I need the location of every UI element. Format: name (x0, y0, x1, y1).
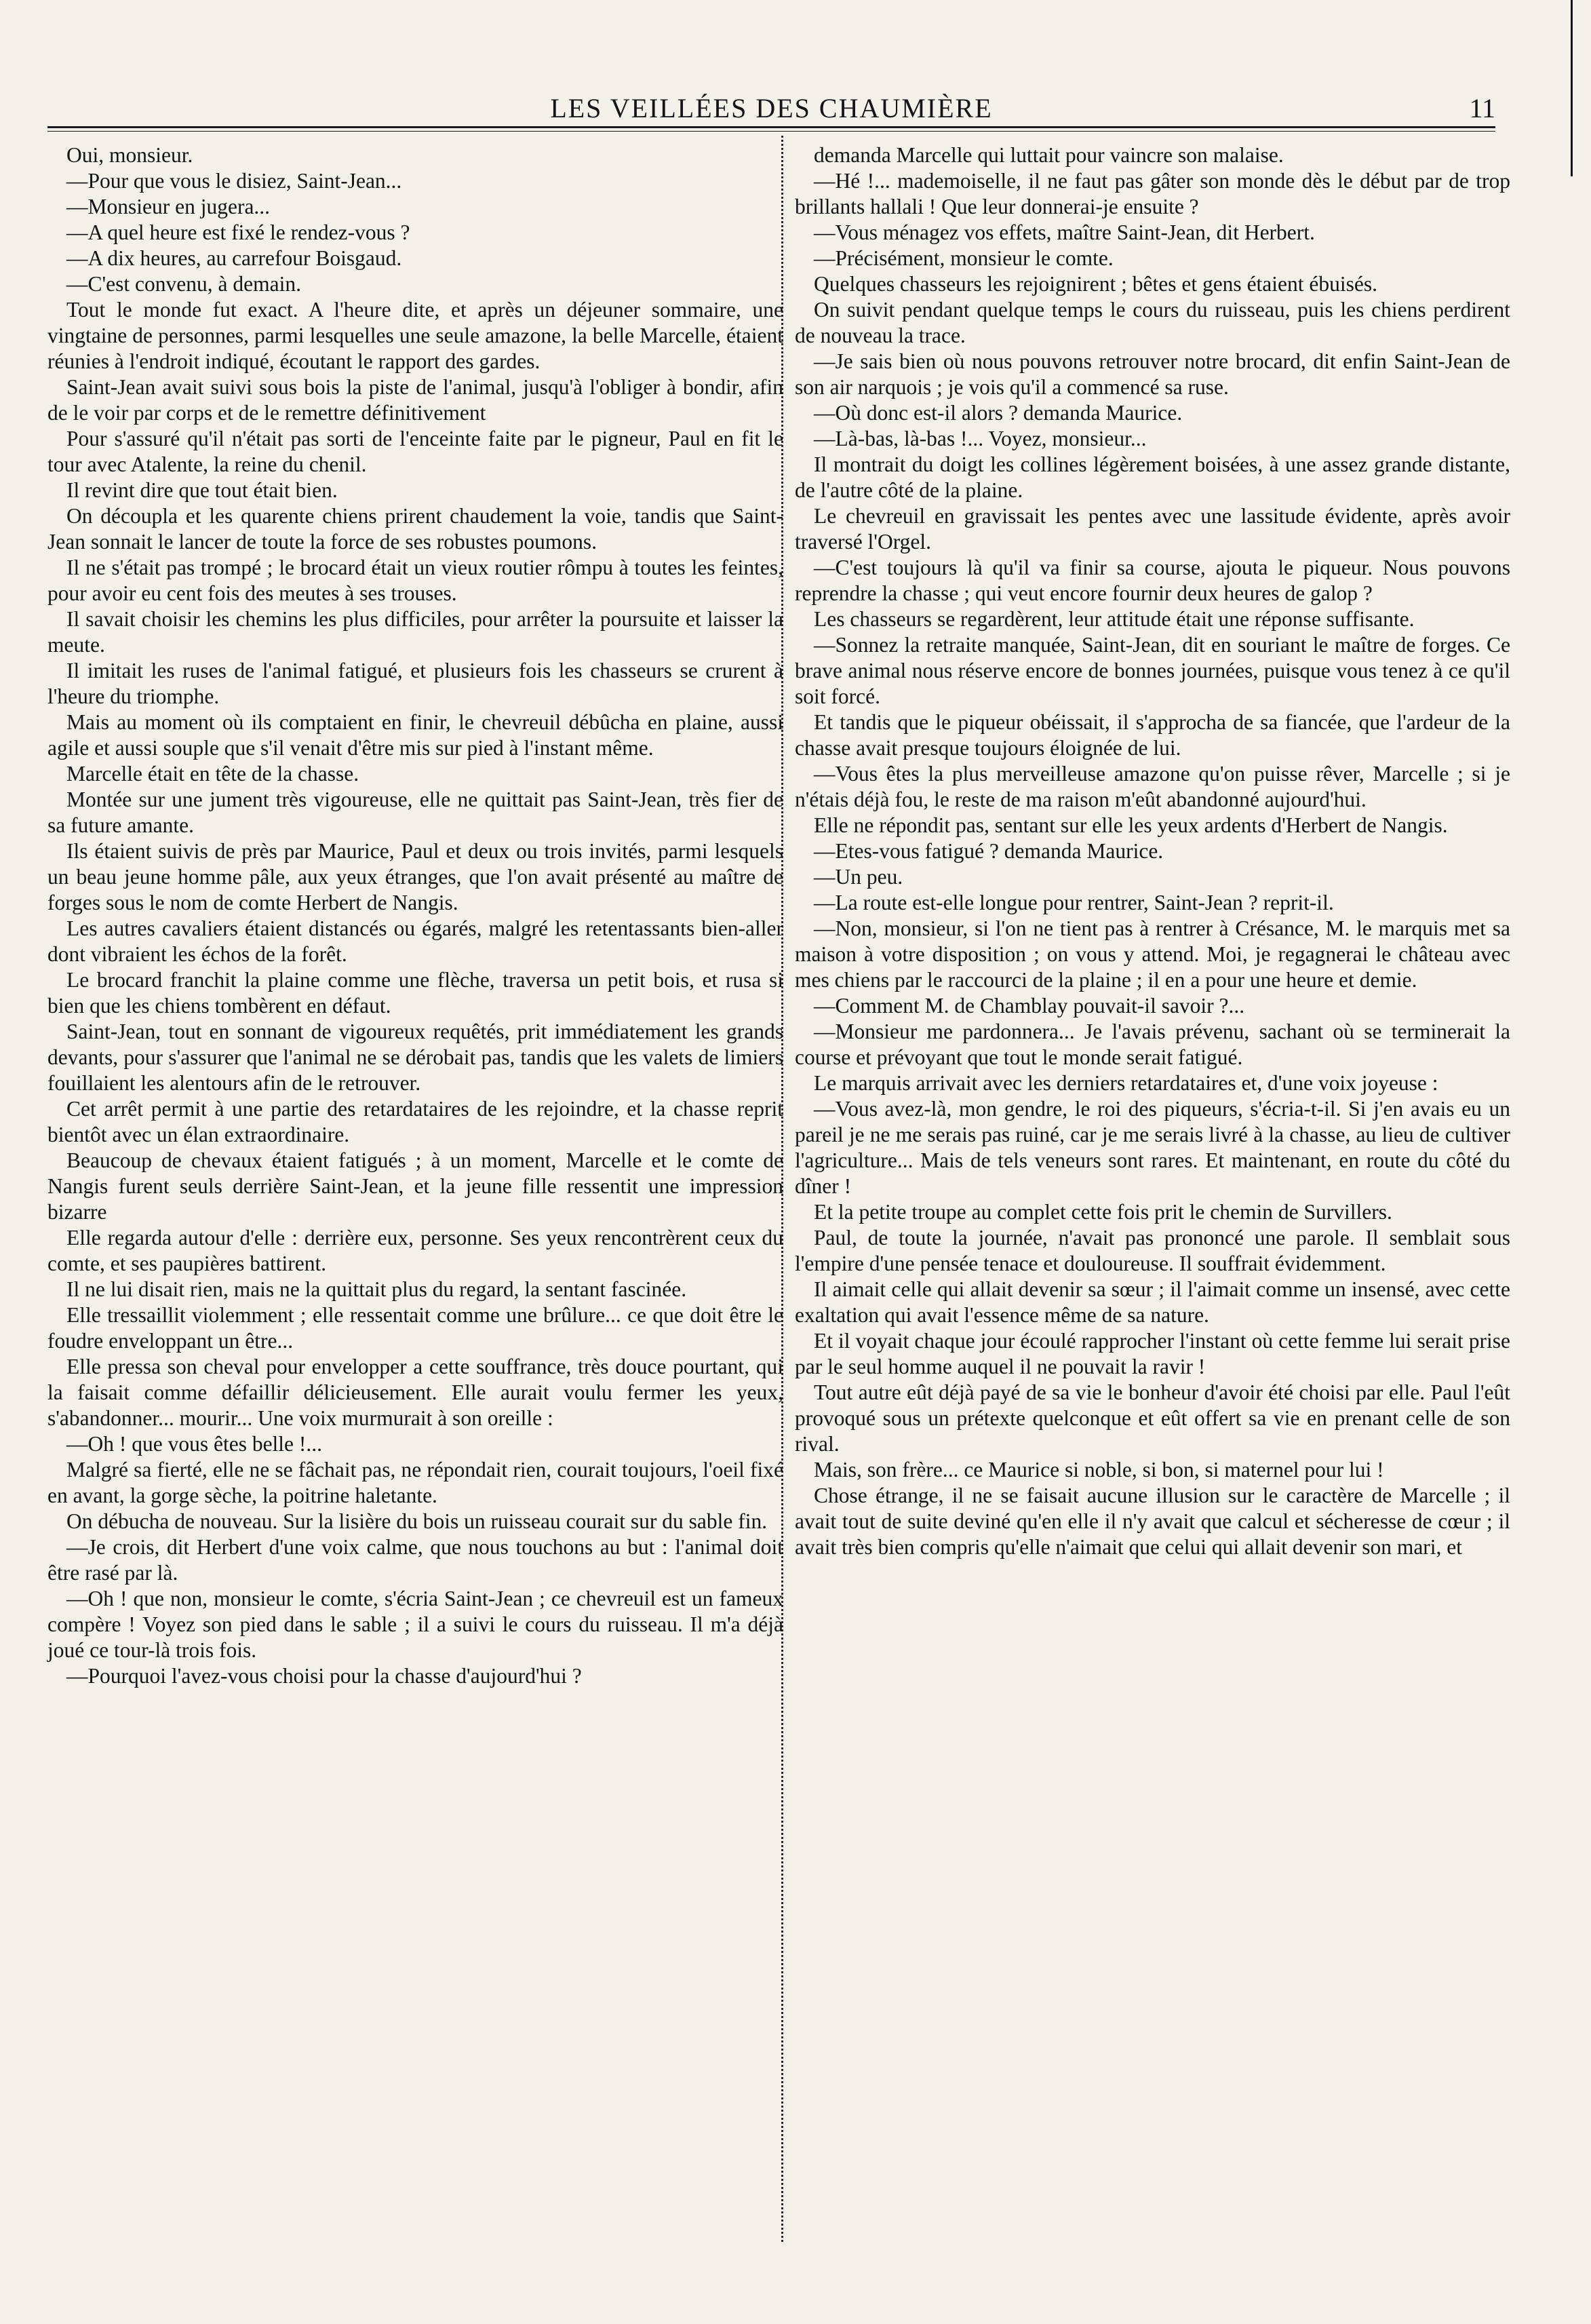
paragraph: —Précisément, monsieur le comte. (814, 246, 1114, 270)
paragraph: Et il voyait chaque jour écoulé rapprocher l'instant où cette femme lui serait prise par le seul homme auquel il ne pouvait la ravir ! (795, 1329, 1510, 1378)
paragraph: —Monsieur me pardonnera... Je l'avais prévenu, sachant où se terminerait la course et prévoyant que tout le monde serait fatigué. (795, 1020, 1510, 1069)
paragraph: Il ne lui disait rien, mais ne la quittait plus du regard, la sentant fascinée. (66, 1277, 687, 1301)
paragraph: Quelques chasseurs les rejoignirent ; bêtes et gens étaient ébuisés. (814, 272, 1377, 296)
paragraph: Saint-Jean, tout en sonnant de vigoureux requêtés, prit immédiatement les grands devants, pour s'assurer que l'animal ne se dérobait pas, tandis que les valets de limiers fouillaient les alentours afin de le retrouver. (47, 1020, 783, 1095)
paragraph: demanda Marcelle qui luttait pour vaincre son malaise. (814, 143, 1284, 167)
paragraph: Malgré sa fierté, elle ne se fâchait pas, ne répondait rien, courait toujours, l'oeil fixé en avant, la gorge sèche, la poitrine haletante. (47, 1458, 783, 1507)
paragraph: Elle tressaillit violemment ; elle ressentait comme une brûlure... ce que doit être le foudre enveloppant un être... (47, 1303, 783, 1353)
paragraph: On suivit pendant quelque temps le cours du ruisseau, puis les chiens perdirent de nouveau la trace. (795, 298, 1510, 347)
paragraph: Et tandis que le piqueur obéissait, il s'approcha de sa fiancée, que l'ardeur de la chasse avait presque toujours éloignée de lui. (795, 710, 1510, 760)
paragraph: Le marquis arrivait avec les derniers retardataires et, d'une voix joyeuse : (814, 1071, 1438, 1095)
paragraph: Le chevreuil en gravissait les pentes avec une lassitude évidente, après avoir traversé l'Orgel. (795, 504, 1510, 554)
paragraph: Il montrait du doigt les collines légèrement boisées, à une assez grande distante, de l'autre côté de la plaine. (795, 452, 1510, 502)
paragraph: —Oh ! que non, monsieur le comte, s'écria Saint-Jean ; ce chevreuil est un fameux compère ! Voyez son pied dans le sable ; il a suivi le cours du ruisseau. Il m'a déjà joué ce tour-là trois fois. (47, 1587, 783, 1662)
paragraph: Chose étrange, il ne se faisait aucune illusion sur le caractère de Marcelle ; il avait tout de suite deviné qu'en elle il n'y avait que calcul et sécheresse de cœur ; il avait très bien compris qu'elle n'aimait que celui qui allait devenir son mari, et (795, 1484, 1510, 1559)
paragraph: Il revint dire que tout était bien. (66, 478, 338, 502)
paragraph: —La route est-elle longue pour rentrer, Saint-Jean ? reprit-il. (814, 891, 1334, 914)
paragraph: Cet arrêt permit à une partie des retardataires de les rejoindre, et la chasse reprit bientôt avec un élan extraordinaire. (47, 1097, 783, 1146)
paragraph: —Vous avez-là, mon gendre, le roi des piqueurs, s'écria-t-il. Si j'en avais eu un pareil je ne me serais pas ruiné, car je me serais livré à la chasse, au lieu de cultiver l'agriculture... Mais de tels veneurs sont rares. Et maintenant, en route du côté du dîner ! (795, 1097, 1510, 1198)
paragraph: —A dix heures, au carrefour Boisgaud. (66, 246, 402, 270)
right-column (795, 142, 1510, 1560)
paragraph: Il imitait les ruses de l'animal fatigué, et plusieurs fois les chasseurs se crurent à l'heure du triomphe. (47, 659, 783, 708)
paragraph: —Où donc est-il alors ? demanda Maurice. (814, 401, 1183, 425)
paragraph: —Monsieur en jugera... (66, 195, 271, 218)
header-rule (47, 126, 1495, 128)
header-rule-thin (47, 131, 1495, 132)
paragraph: —Pour que vous le disiez, Saint-Jean... (66, 169, 402, 193)
paragraph: Montée sur une jument très vigoureuse, elle ne quittait pas Saint-Jean, très fier de sa future amante. (47, 788, 783, 837)
page-number: 11 (1469, 93, 1495, 123)
paragraph: Oui, monsieur. (66, 143, 193, 167)
paragraph: Mais, son frère... ce Maurice si noble, si bon, si maternel pour lui ! (814, 1458, 1384, 1481)
paragraph: Les autres cavaliers étaient distancés ou égarés, malgré les retentassants bien-aller dont vibraient les échos de la forêt. (47, 916, 783, 966)
paragraph: Tout autre eût déjà payé de sa vie le bonheur d'avoir été choisi par elle. Paul l'eût provoqué sous un prétexte quelconque et eût offert sa vie en prenant celle de son rival. (795, 1380, 1510, 1456)
paragraph: Marcelle était en tête de la chasse. (66, 762, 359, 786)
page-header (47, 88, 1495, 136)
paragraph: —Oh ! que vous êtes belle !... (66, 1432, 323, 1456)
paragraph: —Vous ménagez vos effets, maître Saint-Jean, dit Herbert. (814, 220, 1315, 244)
paragraph: —Hé !... mademoiselle, il ne faut pas gâter son monde dès le début par de trop brillants hallali ! Que leur donnerai-je ensuite ? (795, 169, 1510, 218)
paragraph: Les chasseurs se regardèrent, leur attitude était une réponse suffisante. (814, 607, 1415, 631)
paragraph: —C'est toujours là qu'il va finir sa course, ajouta le piqueur. Nous pouvons reprendre la chasse ; qui veut encore fournir deux heures de galop ? (795, 556, 1510, 605)
paragraph: Il savait choisir les chemins les plus difficiles, pour arrêter la poursuite et laisser la meute. (47, 607, 783, 657)
page-edge-mark (1571, 0, 1573, 176)
left-column (47, 142, 783, 1689)
paragraph: Il aimait celle qui allait devenir sa sœur ; il l'aimait comme un insensé, avec cette exaltation qui avait l'essence même de sa nature. (795, 1277, 1510, 1327)
paragraph: Ils étaient suivis de près par Maurice, Paul et deux ou trois invités, parmi lesquels un beau jeune homme pâle, aux yeux étranges, que l'on avait présenté au maître de forges sous le nom de comte Herbert de Nangis. (47, 839, 783, 914)
paragraph: Il ne s'était pas trompé ; le brocard était un vieux routier rômpu à toutes les feintes, pour avoir eu cent fois des meutes à ses trouses. (47, 556, 783, 605)
paragraph: —Non, monsieur, si l'on ne tient pas à rentrer à Crésance, M. le marquis met sa maison à votre disposition ; on vous y attend. Moi, je regagnerai le château avec mes chiens par le raccourci de la plaine ; il en a pour une heure et demie. (795, 916, 1510, 992)
paragraph: Beaucoup de chevaux étaient fatigués ; à un moment, Marcelle et le comte de Nangis furent seuls derrière Saint-Jean, et la jeune fille ressentit une impression bizarre (47, 1148, 783, 1224)
paragraph: Elle regarda autour d'elle : derrière eux, personne. Ses yeux rencontrèrent ceux du comte, et ses paupières battirent. (47, 1226, 783, 1275)
paragraph: —Etes-vous fatigué ? demanda Maurice. (814, 839, 1164, 863)
paragraph: Pour s'assuré qu'il n'était pas sorti de l'enceinte faite par le pigneur, Paul en fit le tour avec Atalente, la reine du chenil. (47, 427, 783, 476)
paragraph: —Comment M. de Chamblay pouvait-il savoir ?... (814, 994, 1245, 1018)
paragraph: —Je sais bien où nous pouvons retrouver notre brocard, dit enfin Saint-Jean de son air narquois ; je vois qu'il a commencé sa ruse. (795, 349, 1510, 399)
paragraph: Saint-Jean avait suivi sous bois la piste de l'animal, jusqu'à l'obliger à bondir, afin de le voir par corps et de le remettre définitivement (47, 375, 783, 425)
paragraph: —Je crois, dit Herbert d'une voix calme, que nous touchons au but : l'animal doit être rasé par là. (47, 1535, 783, 1585)
paragraph: Elle ne répondit pas, sentant sur elle les yeux ardents d'Herbert de Nangis. (814, 813, 1448, 837)
paragraph: —Sonnez la retraite manquée, Saint-Jean, dit en souriant le maître de forges. Ce brave animal nous réserve encore de bonnes journées, puisque vous tenez à ce qu'il soit forcé. (795, 633, 1510, 708)
paragraph: Le brocard franchit la plaine comme une flèche, traversa un petit bois, et rusa si bien que les chiens tombèrent en défaut. (47, 968, 783, 1018)
paragraph: —Là-bas, là-bas !... Voyez, monsieur... (814, 427, 1147, 450)
paragraph: Paul, de toute la journée, n'avait pas prononcé une parole. Il semblait sous l'empire d'une pensée tenace et douloureuse. Il souffrait évidemment. (795, 1226, 1510, 1275)
paragraph: Elle pressa son cheval pour envelopper a cette souffrance, très douce pourtant, qui la faisait comme défaillir délicieusement. Elle aurait voulu fermer les yeux, s'abandonner... mourir... Une voix murmurait à son oreille : (47, 1355, 783, 1430)
paragraph: Mais au moment où ils comptaient en finir, le chevreuil débûcha en plaine, aussi agile et aussi souple que s'il venait d'être mis sur pied à l'instant même. (47, 710, 783, 760)
paragraph: —C'est convenu, à demain. (66, 272, 301, 296)
page-title: LES VEILLÉES DES CHAUMIÈRE (550, 93, 993, 123)
paragraph: On découpla et les quarente chiens prirent chaudement la voie, tandis que Saint-Jean sonnait le lancer de toute la force de ses robustes poumons. (47, 504, 783, 554)
paragraph: On débucha de nouveau. Sur la lisière du bois un ruisseau courait sur du sable fin. (66, 1509, 768, 1533)
paragraph: —A quel heure est fixé le rendez-vous ? (66, 220, 410, 244)
paragraph: —Un peu. (814, 865, 903, 889)
paragraph: —Vous êtes la plus merveilleuse amazone qu'on puisse rêver, Marcelle ; si je n'étais déjà fou, le reste de ma raison m'eût abandonné aujourd'hui. (795, 762, 1510, 811)
paragraph: —Pourquoi l'avez-vous choisi pour la chasse d'aujourd'hui ? (66, 1664, 582, 1688)
paragraph: Et la petite troupe au complet cette fois prit le chemin de Survillers. (814, 1200, 1392, 1224)
paragraph: Tout le monde fut exact. A l'heure dite, et après un déjeuner sommaire, une vingtaine de personnes, parmi lesquelles une seule amazone, la belle Marcelle, étaient réunies à l'endroit indiqué, écoutant le rapport des gardes. (47, 298, 783, 373)
